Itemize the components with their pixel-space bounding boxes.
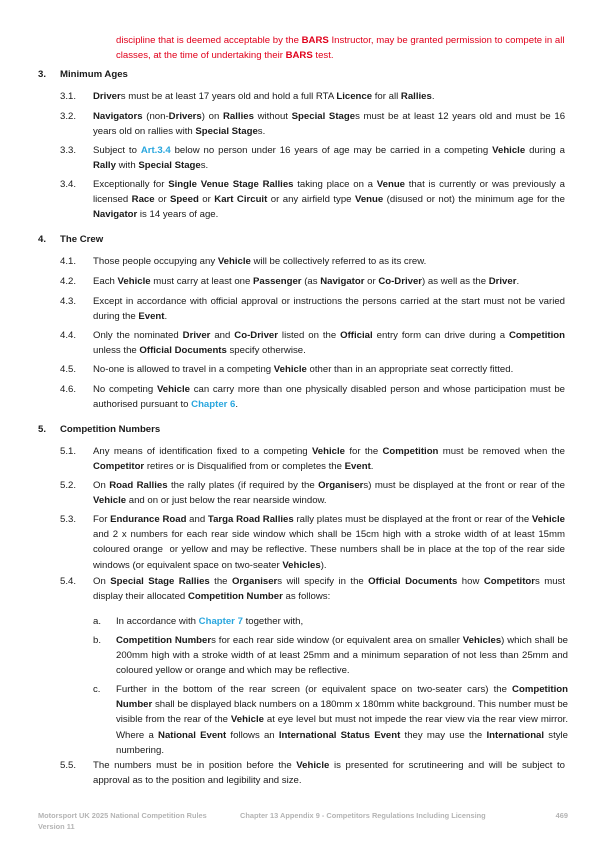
clause-number: 4.4. — [60, 330, 77, 341]
clause-text: Only the nominated Driver and Co-Driver listed on the Official entry form can drive during a Competition unless the Official Documents specify otherwise. — [93, 330, 565, 357]
subclause-letter: c. — [93, 684, 101, 695]
section-number: 3. — [38, 69, 47, 80]
clause-5-4 — [60, 574, 568, 604]
clause-5-4-c — [93, 682, 568, 758]
clause-4-4 — [60, 328, 568, 358]
clause-5-2 — [60, 478, 568, 508]
subclause-letter: a. — [93, 616, 102, 627]
clause-4-5 — [60, 362, 568, 377]
clause-text: Except in accordance with official approval or instructions the persons carried at the start must not be varied during the Event. — [93, 296, 565, 323]
footer-chapter: Chapter 13 Appendix 9 - Competitors Regulations Including Licensing — [240, 811, 486, 820]
clause-text: No competing Vehicle can carry more than one physically disabled person and whose participation must be authorised pursuant to Chapter 6. — [93, 384, 565, 411]
clause-text: Exceptionally for Single Venue Stage Rallies taking place on a Venue that is currently or was previously a licensed Race or Speed or Kart Circuit or any airfield type Venue (disused or not) the minimum age for the Navigator is 14 years of age. — [93, 179, 565, 221]
clause-3-1 — [60, 89, 568, 104]
section-title: The Crew — [60, 234, 104, 245]
section-title: Competition Numbers — [60, 424, 161, 435]
clause-5-4-a — [93, 614, 568, 629]
clause-number: 4.1. — [60, 256, 77, 267]
clause-5-1 — [60, 444, 568, 474]
clause-5-4-b — [93, 633, 568, 679]
footer-publication: Motorsport UK 2025 National Competition Rules — [38, 811, 207, 820]
section-title: Minimum Ages — [60, 69, 128, 80]
section-number: 4. — [38, 234, 47, 245]
clause-number: 5.1. — [60, 446, 77, 457]
clause-text: For Endurance Road and Targa Road Rallies rally plates must be displayed at the front or rear of the Vehicle and 2 x numbers for each rear side window which shall be 15cm high with a stroke width of at least 15mm coloured orange or yellow and may be reflective. These numbers shall be in place at the top of the rear side windows (or equivalent space on two-seater Vehicles). — [93, 514, 565, 571]
footer-version: Version 11 — [38, 821, 75, 831]
clause-3-3 — [60, 143, 568, 173]
section-5-heading — [38, 422, 568, 437]
intro-paragraph: discipline that is deemed acceptable by the BARS Instructor, may be granted permission to compete in all classes, at the time of undertaking their BARS test. — [116, 35, 565, 62]
clause-text: Those people occupying any Vehicle will be collectively referred to as its crew. — [93, 256, 427, 267]
subclause-text: In accordance with Chapter 7 together with, — [116, 616, 304, 627]
clause-text: Drivers must be at least 17 years old and hold a full RTA Licence for all Rallies. — [93, 91, 435, 102]
clause-text: Navigators (non-Drivers) on Rallies without Special Stages must be at least 12 years old and must be 16 years old on rallies with Special Stages. — [93, 111, 566, 138]
clause-4-3 — [60, 294, 568, 324]
clause-number: 4.5. — [60, 364, 77, 375]
section-number: 5. — [38, 424, 47, 435]
clause-4-6 — [60, 382, 568, 412]
clause-number: 3.1. — [60, 91, 77, 102]
clause-number: 5.4. — [60, 576, 77, 587]
clause-4-2 — [60, 274, 568, 289]
clause-text: On Road Rallies the rally plates (if required by the Organisers) must be displayed at the front or rear of the Vehicle and on or just below the rear nearside window. — [93, 480, 566, 507]
section-3-heading — [38, 67, 568, 82]
clause-3-2 — [60, 109, 568, 139]
clause-text: On Special Stage Rallies the Organisers will specify in the Official Documents how Competitors must display their allocated Competition Number as follows: — [93, 576, 565, 603]
clause-number: 4.6. — [60, 384, 77, 395]
clause-number: 3.3. — [60, 145, 77, 156]
clause-3-4 — [60, 177, 568, 223]
subclause-letter: b. — [93, 635, 102, 646]
subclause-text: Competition Numbers for each rear side window (or equivalent area on smaller Vehicles) which shall be 200mm high with a stroke width of at least 25mm and a minimum separation of not less than 25mm and coloured yellow or orange and which may be reflective. — [116, 635, 568, 677]
clause-5-5 — [60, 758, 568, 788]
clause-number: 4.3. — [60, 296, 77, 307]
clause-text: Subject to Art.3.4 below no person under 16 years of age may be carried in a competing Vehicle during a Rally with Special Stages. — [93, 145, 565, 172]
clause-text: No-one is allowed to travel in a competing Vehicle other than in an appropriate seat correctly fitted. — [93, 364, 514, 375]
footer-left — [38, 811, 238, 832]
section-4-heading — [38, 232, 568, 247]
clause-number: 4.2. — [60, 276, 77, 287]
subclause-text: Further in the bottom of the rear screen (or equivalent space on two-seater cars) the Competition Number shall be displayed black numbers on a 180mm x 180mm white background. This number must be visible from the rear of the Vehicle at eye level but must not impede the rear view via the rear view mirror. Where a National Event follows an International Status Event they may use the International style numbering. — [116, 684, 569, 756]
clause-number: 5.5. — [60, 760, 77, 771]
clause-5-3 — [60, 512, 568, 573]
clause-number: 3.4. — [60, 179, 77, 190]
clause-text: The numbers must be in position before the Vehicle is presented for scrutineering and will be subject to approval as to the position and legibility and size. — [93, 760, 566, 787]
clause-number: 5.3. — [60, 514, 77, 525]
clause-number: 3.2. — [60, 111, 77, 122]
clause-number: 5.2. — [60, 480, 77, 491]
clause-text: Any means of identification fixed to a competing Vehicle for the Competition must be removed when the Competitor retires or is Disqualified from or completes the Event. — [93, 446, 565, 473]
clause-4-1 — [60, 254, 568, 269]
clause-text: Each Vehicle must carry at least one Passenger (as Navigator or Co-Driver) as well as the Driver. — [93, 276, 520, 287]
page-number: 469 — [555, 811, 568, 820]
